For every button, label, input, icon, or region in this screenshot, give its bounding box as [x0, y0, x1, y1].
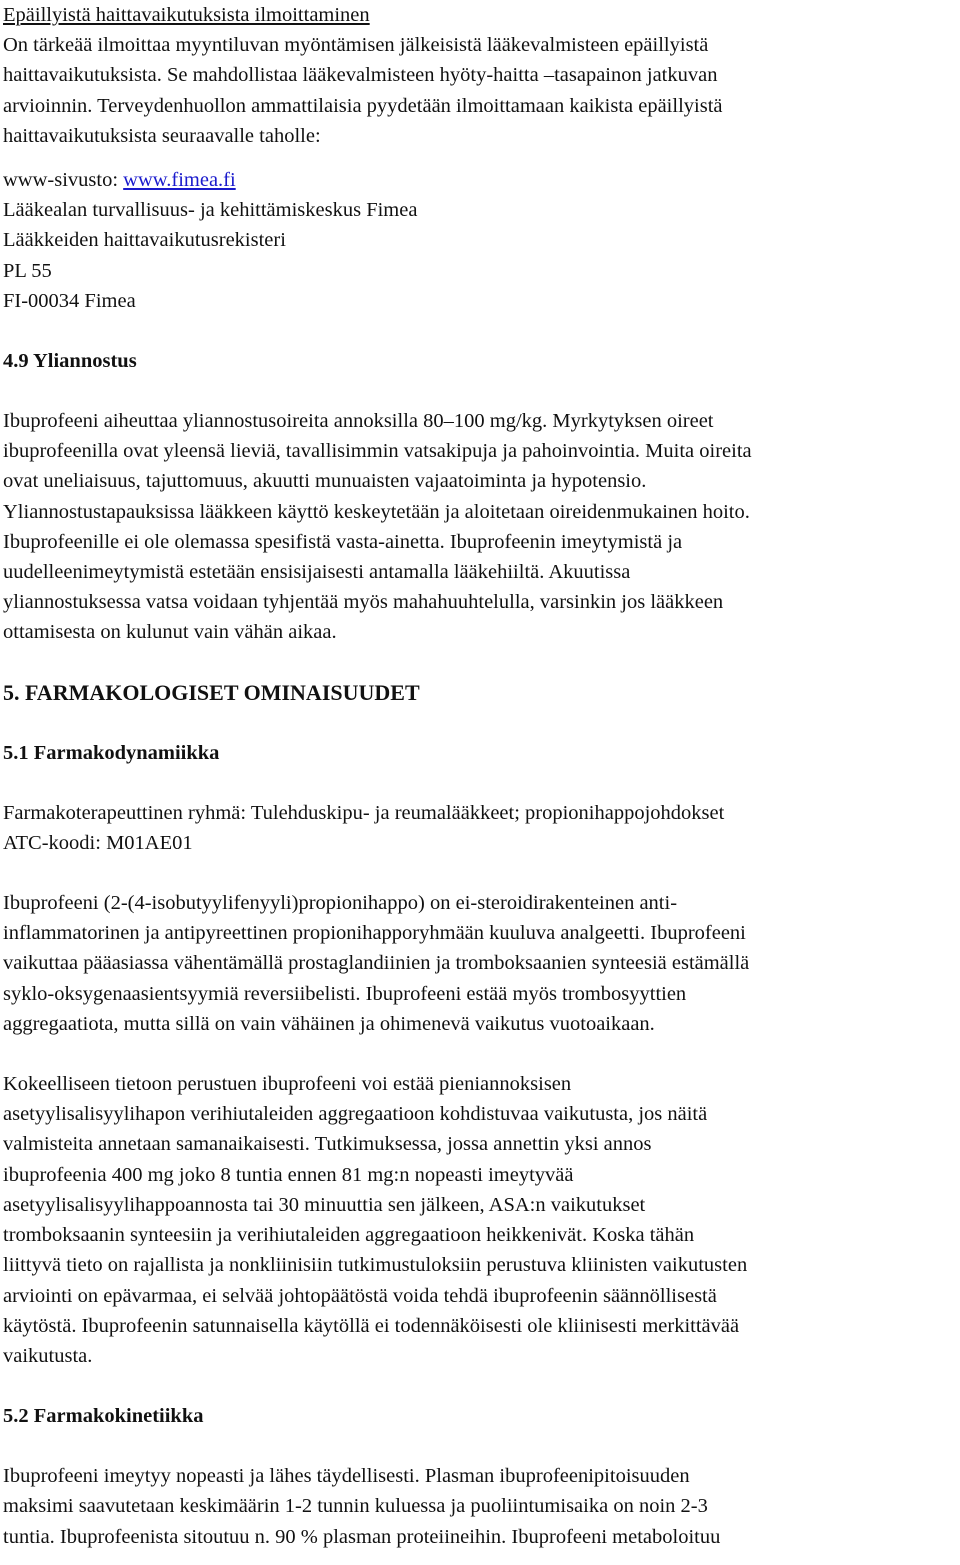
section-heading-5-1: 5.1 Farmakodynamiikka [3, 741, 220, 764]
address-line: Lääkkeiden haittavaikutusrekisteri [3, 229, 286, 252]
section-heading-4-9: 4.9 Yliannostus [3, 350, 137, 373]
therapeutic-group-line: Farmakoterapeuttinen ryhmä: Tulehduskipu- ja reumalääkkeet; propionihappojohdokset [3, 801, 725, 824]
paragraph-line: uudelleenimeytymistä estetään ensisijaisesti antamalla lääkehiiltä. Akuutissa [3, 561, 631, 584]
paragraph-line: yliannostuksessa vatsa voidaan tyhjentää myös mahahuuhtelulla, varsinkin jos lääkkeen [3, 591, 724, 614]
address-line: PL 55 [3, 259, 52, 282]
paragraph-line: ibuprofeenia 400 mg joko 8 tuntia ennen 81 mg:n nopeasti imeytyvää [3, 1163, 574, 1186]
paragraph-line: asetyylisalisyylihapon verihiutaleiden aggregaatioon kohdistuvaa vaikutusta, jos näitä [3, 1103, 708, 1126]
paragraph-line: vaikutusta. [3, 1344, 93, 1367]
paragraph-line: syklo-oksygenaasientsyymiä reversiibelisti. Ibuprofeeni estää myös trombosyyttien [3, 982, 687, 1005]
paragraph-line: vaikuttaa pääasiassa vähentämällä prostaglandiinien ja tromboksaanien synteesiä estämällä [3, 952, 750, 975]
pharmacodynamics-section [3, 738, 960, 1371]
adverse-reporting-heading: Epäillyistä haittavaikutuksista ilmoittaminen [3, 4, 370, 26]
atc-code-line: ATC-koodi: M01AE01 [3, 831, 193, 854]
overdose-section [3, 346, 960, 648]
pharmacokinetics-section [3, 1401, 960, 1552]
address-line: Lääkealan turvallisuus- ja kehittämiskeskus Fimea [3, 199, 418, 222]
website-line [3, 165, 960, 195]
paragraph-line: Ibuprofeenille ei ole olemassa spesifistä vasta-ainetta. Ibuprofeenin imeytymistä ja [3, 530, 683, 553]
website-prefix: www-sivusto: [3, 169, 124, 192]
paragraph-line: arviointi on epävarmaa, ei selvää johtopäätöstä voida tehdä ibuprofeenin säännöllisestä [3, 1284, 717, 1307]
paragraph-line: arvioinnin. Terveydenhuollon ammattilaisia pyydetään ilmoittamaan kaikista epäillyistä [3, 94, 723, 117]
paragraph-line: tuntia. Ibuprofeenista sitoutuu n. 90 % plasman proteiineihin. Ibuprofeeni metaboloituu [3, 1525, 721, 1548]
paragraph-line: tromboksaanin synteesiin ja verihiutaleiden aggregaatioon heikkenivät. Koska tähän [3, 1224, 695, 1247]
paragraph-line: ibuprofeenilla ovat yleensä lieviä, tavallisimmin vatsakipuja ja pahoinvointia. Muita oireita [3, 440, 752, 463]
paragraph-line: inflammatorinen ja antipyreettinen propionihapporyhmään kuuluva analgeetti. Ibuprofeeni [3, 922, 746, 945]
paragraph-line: liittyvä tieto on rajallista ja nonkliinisiin tutkimustuloksiin perustuva kliinisten vaikutusten [3, 1254, 748, 1277]
paragraph-line: haittavaikutuksista. Se mahdollistaa lääkevalmisteen hyöty-haitta –tasapainon jatkuvan [3, 64, 718, 87]
fimea-website-link[interactable]: www.fimea.fi [123, 169, 236, 192]
paragraph-line: Yliannostustapauksissa lääkkeen käyttö keskeytetään ja aloitetaan oireidenmukainen hoito. [3, 500, 750, 523]
adverse-reporting-section [3, 0, 960, 316]
address-line: FI-00034 Fimea [3, 289, 136, 312]
paragraph-line: Ibuprofeeni aiheuttaa yliannostusoireita annoksilla 80–100 mg/kg. Myrkytyksen oireet [3, 410, 714, 433]
paragraph-line: ovat uneliaisuus, tajuttomuus, akuutti munuaisten vajaatoiminta ja hypotensio. [3, 470, 647, 493]
paragraph-line: käytöstä. Ibuprofeenin satunnaisella käytöllä ei todennäköisesti ole kliinisesti merkittävää [3, 1314, 740, 1337]
paragraph-line: asetyylisalisyylihappoannosta tai 30 minuuttia sen jälkeen, ASA:n vaikutukset [3, 1193, 646, 1216]
paragraph-line: ottamisesta on kulunut vain vähän aikaa. [3, 621, 337, 644]
paragraph-line: Kokeelliseen tietoon perustuen ibuprofeeni voi estää pieniannoksisen [3, 1073, 572, 1096]
paragraph-line: On tärkeää ilmoittaa myyntiluvan myöntämisen jälkeisistä lääkevalmisteen epäillyistä [3, 34, 709, 57]
paragraph-line: Ibuprofeeni (2-(4-isobutyylifenyyli)propionihappo) on ei-steroidirakenteinen anti- [3, 892, 678, 915]
paragraph-line: haittavaikutuksista seuraavalle taholle: [3, 124, 321, 147]
section-heading-5-2: 5.2 Farmakokinetiikka [3, 1405, 204, 1428]
section-heading-5: 5. FARMAKOLOGISET OMINAISUUDET [3, 679, 420, 705]
paragraph-line: aggregaatiota, mutta sillä on vain vähäinen ja ohimenevä vaikutus vuotoaikaan. [3, 1012, 655, 1035]
paragraph-line: valmisteita annetaan samanaikaisesti. Tutkimuksessa, jossa annettin yksi annos [3, 1133, 652, 1156]
paragraph-line: Ibuprofeeni imeytyy nopeasti ja lähes täydellisesti. Plasman ibuprofeenipitoisuuden [3, 1465, 690, 1488]
paragraph-line: maksimi saavutetaan keskimäärin 1-2 tunnin kuluessa ja puoliintumisaika on noin 2-3 [3, 1495, 708, 1518]
